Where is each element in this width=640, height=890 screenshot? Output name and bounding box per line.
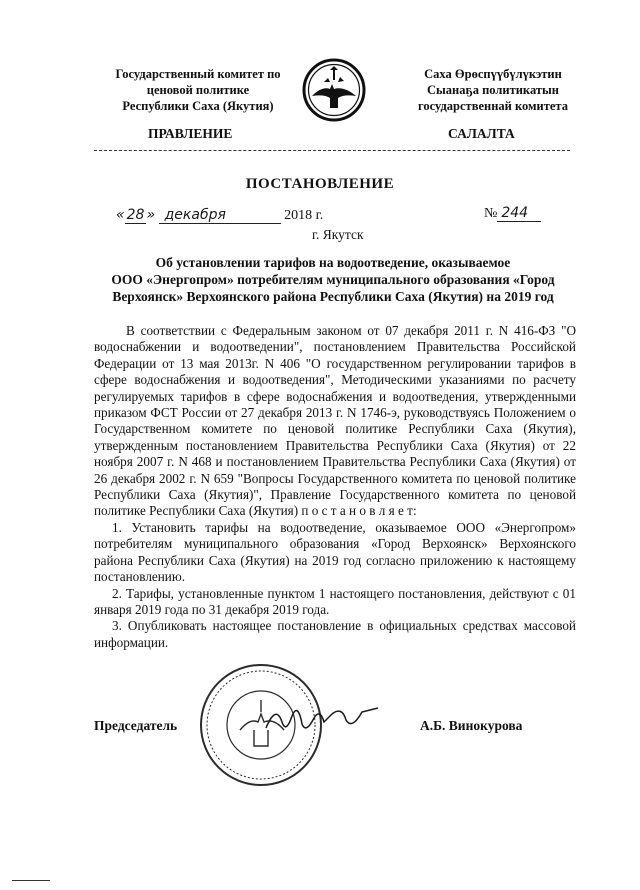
handwritten-signature xyxy=(262,700,382,740)
title-line-1: Об установлении тарифов на водоотведение, оказываемое xyxy=(155,255,511,270)
document-type-heading: ПОСТАНОВЛЕНИЕ xyxy=(245,176,395,192)
signatory-name: А.Б. Винокурова xyxy=(420,718,523,733)
document-number xyxy=(484,205,541,222)
footer-mark xyxy=(12,880,50,881)
date-close-quote: » xyxy=(146,207,156,223)
title-line-3: Верхоянск» Верхоянского района Республики Саха (Якутия) на 2019 год xyxy=(112,289,554,304)
board-label-ru: ПРАВЛЕНИЕ xyxy=(148,126,233,141)
signatory-title: Председатель xyxy=(94,718,178,733)
document-title xyxy=(90,254,576,305)
resolution-item-3: 3. Опубликовать настоящее постановление в официальных средствах массовой информации. xyxy=(94,618,576,650)
header-right-line-2: Сыанаҕа политикатын xyxy=(427,83,559,97)
number-prefix: № xyxy=(484,206,498,221)
date-open-quote: « xyxy=(116,207,125,223)
header-left-line-1: Государственный комитет по xyxy=(115,67,281,81)
header-right-line-3: государственнай комитета xyxy=(418,99,568,113)
header-left-line-3: Республики Саха (Якутия) xyxy=(122,99,274,113)
title-line-2: ООО «Энергопром» потребителям муниципального образования «Город xyxy=(111,272,555,287)
header-left-org xyxy=(92,66,304,114)
document-date xyxy=(116,207,323,224)
resolution-item-2: 2. Тарифы, установленные пунктом 1 настоящего постановления, действуют с 01 января 2019 года по 31 декабря 2019 года. xyxy=(94,585,576,617)
number-value: 244 xyxy=(497,205,541,222)
document-body xyxy=(94,323,576,651)
coat-of-arms-emblem-icon xyxy=(300,56,368,124)
header-divider xyxy=(94,150,570,151)
header-left-line-2: ценовой политике xyxy=(146,83,250,97)
header-right-org xyxy=(388,66,598,114)
board-label-sakha: САЛАЛТА xyxy=(448,126,515,141)
document-city: г. Якутск xyxy=(312,227,364,242)
resolution-item-1: 1. Установить тарифы на водоотведение, оказываемое ООО «Энергопром» потребителям муниципального образования «Город Верхоянск» Верхоянского района Республики Саха (Якутия) на 2019 год согласно приложению к настоящему постановлению. xyxy=(94,519,576,585)
header-right-line-1: Саха Өрөспүүбүлүкэтин xyxy=(424,67,562,81)
date-year: 2018 г. xyxy=(284,208,324,223)
date-month: декабря xyxy=(159,207,281,224)
date-day: 28 xyxy=(126,207,145,223)
preamble-paragraph: В соответствии с Федеральным законом от 07 декабря 2011 г. N 416-ФЗ "О водоснабжении и водоотведении", постановлением Правительства Российской Федерации от 13 мая 2013г. N 406 "О государственном регулировании тарифов в сфере водоснабжения и водоотведения", Методическими указаниями по расчету регулируемых тарифов в сфере водоснабжения и водоотведения, утвержденными приказом ФСТ России от 27 декабря 2013 г. N 1746-э, руководствуясь Положением о Государственном комитете по ценовой политике Республики Саха (Якутия), утвержденным постановлением Правительства Республики Саха (Якутия) от 22 ноября 2007 г. N 468 и постановлением Правительства Республики Саха (Якутия) от 26 декабря 2002 г. N 659 "Вопросы Государственного комитета по ценовой политике Республики Саха (Якутия)", Правление Государственного комитета по ценовой политике Республики Саха (Якутия) п о с т а н о в л я е т: xyxy=(94,323,576,519)
